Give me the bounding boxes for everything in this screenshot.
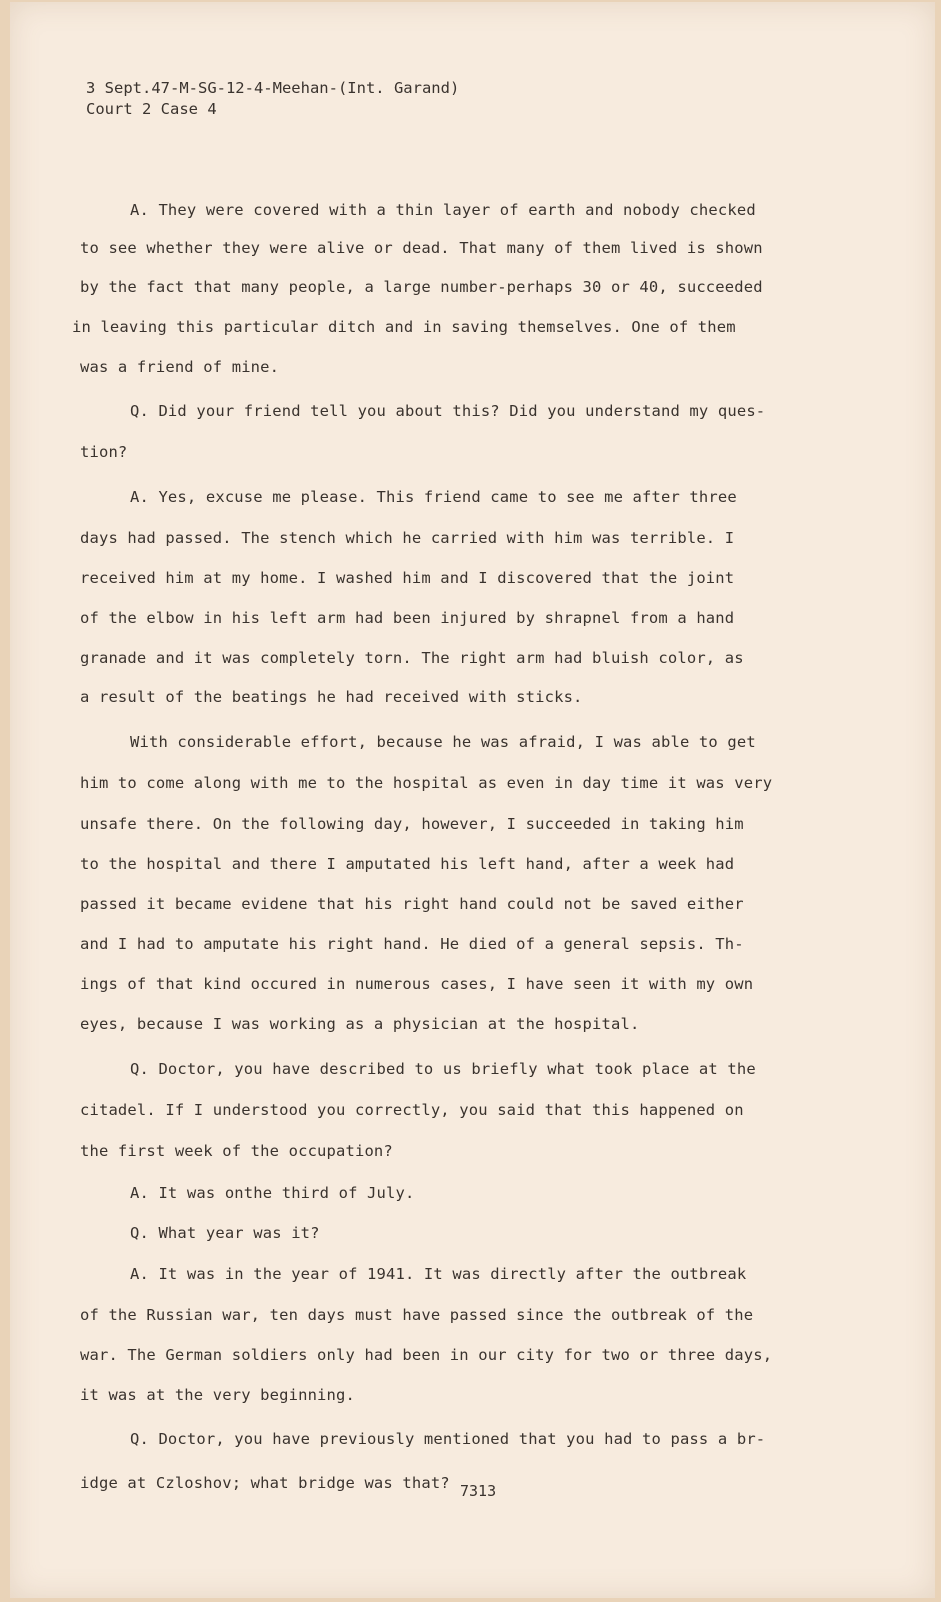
text-line: a result of the beatings he had received with sticks. xyxy=(80,688,583,706)
text-line: received him at my home. I washed him and I discovered that the joint xyxy=(80,569,735,587)
text-line: the first week of the occupation? xyxy=(80,1142,393,1160)
text-line: days had passed. The stench which he carried with him was terrible. I xyxy=(80,529,735,547)
text-line: to the hospital and there I amputated his left hand, after a week had xyxy=(80,855,735,873)
text-line: of the Russian war, ten days must have passed since the outbreak of the xyxy=(80,1306,754,1324)
text-line: A. They were covered with a thin layer of earth and nobody checked xyxy=(130,201,756,219)
text-line: by the fact that many people, a large number-perhaps 30 or 40, succeeded xyxy=(80,278,763,296)
text-line: in leaving this particular ditch and in saving themselves. One of them xyxy=(72,318,736,336)
text-line: eyes, because I was working as a physician at the hospital. xyxy=(80,1015,640,1033)
text-line: idge at Czloshov; what bridge was that? xyxy=(80,1474,450,1492)
text-line: him to come along with me to the hospital as even in day time it was very xyxy=(80,774,773,792)
text-line: A. It was onthe third of July. xyxy=(130,1184,415,1202)
text-line: granade and it was completely torn. The right arm had bluish color, as xyxy=(80,649,744,667)
text-line: passed it became evidene that his right hand could not be saved either xyxy=(80,895,744,913)
text-line: A. Yes, excuse me please. This friend came to see me after three xyxy=(130,488,737,506)
text-line: Q. Did your friend tell you about this? Did you understand my ques- xyxy=(130,402,766,420)
text-line: and I had to amputate his right hand. He died of a general sepsis. Th- xyxy=(80,935,744,953)
text-line: war. The German soldiers only had been in our city for two or three days, xyxy=(80,1346,773,1364)
text-line: Q. Doctor, you have described to us briefly what took place at the xyxy=(130,1060,756,1078)
text-line: citadel. If I understood you correctly, you said that this happened on xyxy=(80,1101,744,1119)
text-line: Q. What year was it? xyxy=(130,1224,320,1242)
text-line: of the elbow in his left arm had been injured by shrapnel from a hand xyxy=(80,609,735,627)
text-line: A. It was in the year of 1941. It was directly after the outbreak xyxy=(130,1265,747,1283)
header-line-1: 3 Sept.47-M-SG-12-4-Meehan-(Int. Garand) xyxy=(86,79,460,97)
header-line-2: Court 2 Case 4 xyxy=(86,100,217,118)
text-line: was a friend of mine. xyxy=(80,358,280,376)
text-line: to see whether they were alive or dead. That many of them lived is shown xyxy=(80,239,763,257)
page-number: 7313 xyxy=(460,1482,497,1500)
text-line: it was at the very beginning. xyxy=(80,1386,355,1404)
text-line: With considerable effort, because he was afraid, I was able to get xyxy=(130,733,756,751)
document-page xyxy=(10,2,935,1598)
text-line: ings of that kind occured in numerous cases, I have seen it with my own xyxy=(80,975,754,993)
document-header xyxy=(86,78,459,120)
text-line: Q. Doctor, you have previously mentioned that you had to pass a br- xyxy=(130,1430,766,1448)
text-line: unsafe there. On the following day, however, I succeeded in taking him xyxy=(80,815,744,833)
text-line: tion? xyxy=(80,443,128,461)
